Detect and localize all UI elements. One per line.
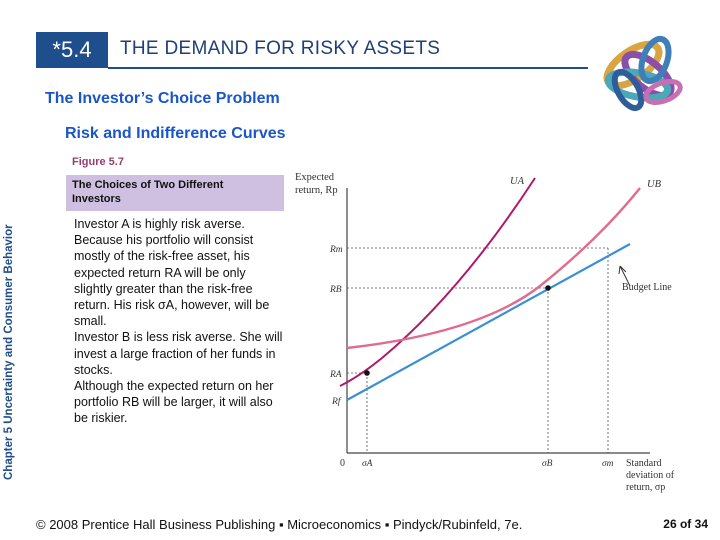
y-axis-title-line2: return, Rp xyxy=(295,185,338,196)
x-tick-sb: σB xyxy=(542,459,553,469)
indifference-diagram xyxy=(290,168,700,508)
indifference-curve-b xyxy=(347,188,640,348)
figure-caption: The Choices of Two Different Investors xyxy=(72,179,224,205)
x-axis-title-line1: Standard xyxy=(626,458,662,469)
figure-number: Figure 5.7 xyxy=(72,156,124,168)
y-tick-rf: Rf xyxy=(332,397,341,407)
chapter-side-label: Chapter 5 Uncertainty and Consumer Behavior xyxy=(3,224,15,480)
curve-a-label: UA xyxy=(510,176,524,187)
paragraph-investor-b-risk: Although the expected return on her portfolio RB will be larger, it will also be riskier. xyxy=(74,379,274,426)
curve-b-label: UB xyxy=(647,179,661,190)
section-number: *5.4 xyxy=(52,37,92,62)
budget-line-label: Budget Line xyxy=(622,282,672,293)
budget-line xyxy=(347,244,630,400)
slide-subheading: Risk and Indifference Curves xyxy=(65,125,286,142)
x-axis-title-line3: return, σp xyxy=(626,482,666,493)
section-number-box xyxy=(36,32,108,68)
footer-copyright: © 2008 Prentice Hall Business Publishing ▪ Microeconomics ▪ Pindyck/Rubinfeld, 7e. xyxy=(36,517,523,532)
y-tick-rm: Rm xyxy=(330,245,343,255)
slide-heading: The Investor’s Choice Problem xyxy=(45,90,280,107)
y-tick-ra: RA xyxy=(330,370,342,380)
paragraph-investor-a: Investor A is highly risk averse. Because his portfolio will consist mostly of the risk-free asset, his expected return RA will be only slightly greater than the risk-free return. His risk σA, however, will be small. xyxy=(74,217,270,329)
section-title: THE DEMAND FOR RISKY ASSETS xyxy=(120,38,441,59)
paragraph-investor-b: Investor B is less risk averse. She will invest a large fraction of her funds in stocks. xyxy=(74,330,283,377)
investor-a-choice-point xyxy=(364,370,370,376)
x-tick-sm: σm xyxy=(602,459,614,469)
footer xyxy=(0,517,720,535)
x-tick-sa: σA xyxy=(362,459,373,469)
top-rule xyxy=(108,67,588,69)
investor-b-choice-point xyxy=(545,285,551,291)
y-tick-rb: RB xyxy=(330,285,342,295)
body-text xyxy=(74,216,284,427)
rings-logo-icon xyxy=(583,20,703,130)
indifference-curve-a xyxy=(340,178,535,386)
page-number: 26 of 34 xyxy=(663,517,708,531)
origin-label: 0 xyxy=(340,458,345,469)
y-axis-title-line1: Expected xyxy=(295,172,335,183)
x-axis-title-line2: deviation of xyxy=(626,470,675,481)
